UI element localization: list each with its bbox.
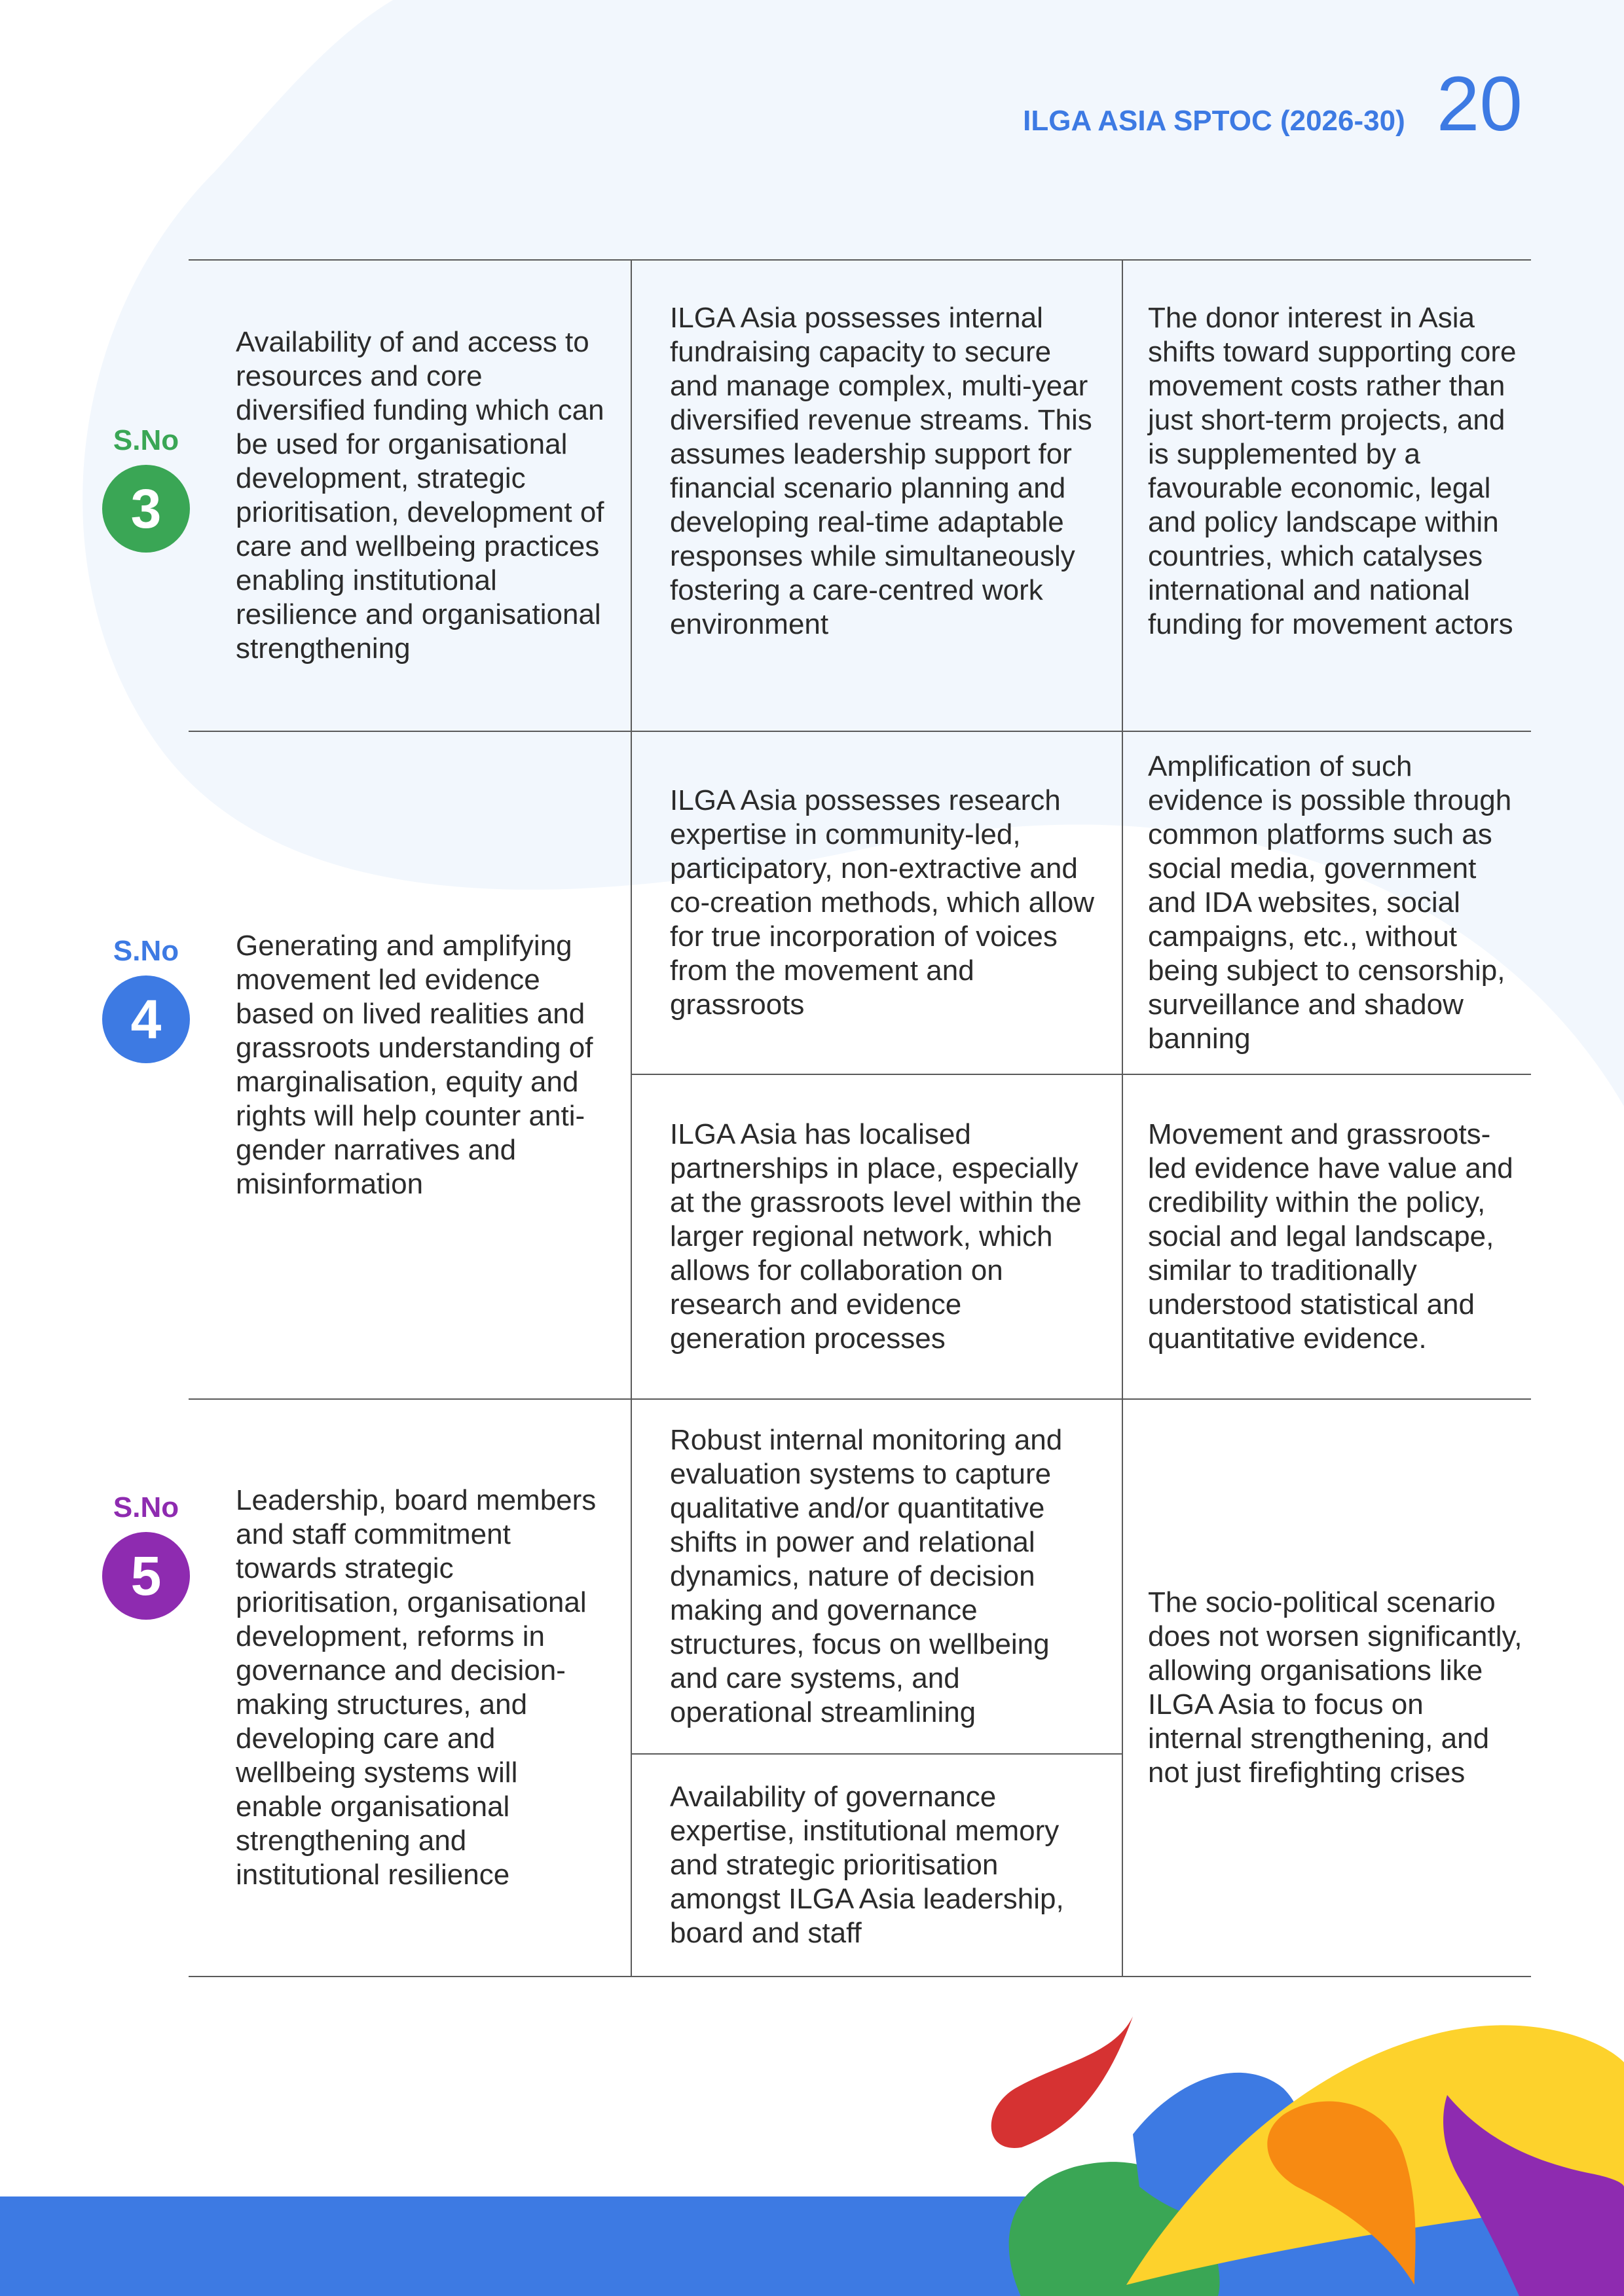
sno-number-badge: 3 xyxy=(102,465,190,553)
table-row-3 xyxy=(113,259,1531,731)
sno-number-badge: 5 xyxy=(102,1532,190,1620)
internal-condition-cell: Availability of governance expertise, institutional memory and strategic prioritisation amongst ILGA Asia leadership, board and staff xyxy=(632,1753,1122,1976)
sno-label: S.No xyxy=(113,424,179,456)
red-drop-shape xyxy=(991,2016,1133,2148)
external-condition-column xyxy=(1122,1400,1531,1976)
assumption-cell: Availability of and access to resources and core diversified funding which can be used for organisational development, strategic prioritisation, development of care and wellbeing practices enabling institutional resilience and organisational strengthening xyxy=(236,326,604,665)
external-condition-cell: Movement and grassroots-led evidence have value and credibility within the policy, social and legal landscape, similar to traditionally understood statistical and quantitative evidence. xyxy=(1123,1074,1531,1398)
footer-decoration xyxy=(0,2016,1624,2296)
external-condition-column xyxy=(1122,261,1531,731)
external-condition-cell: Amplification of such evidence is possible through common platforms such as social media, government and IDA websites, social campaigns, etc., without being subject to censorship, surveillance and shadow banning xyxy=(1148,750,1512,1055)
page-number: 20 xyxy=(1436,61,1522,147)
internal-condition-column xyxy=(631,1400,1122,1976)
internal-condition-cell: ILGA Asia possesses research expertise in community-led, participatory, non-extractive and co-creation methods, which allow for true incorporation of voices from the movement and grassroots xyxy=(670,784,1095,1021)
page-header xyxy=(1023,61,1522,147)
internal-condition-cell: ILGA Asia possesses internal fundraising capacity to secure and manage complex, multi-year diversified revenue streams. This assumes leadership support for financial scenario planning and developing real-time adaptable responses while simultaneously fostering a care-centred work environment xyxy=(670,302,1092,640)
assumption-cell: Generating and amplifying movement led evidence based on lived realities and grassroots understanding of marginalisation, equity and rights will help counter anti-gender narratives and misinformation xyxy=(236,930,593,1200)
document-title: ILGA ASIA SPTOC (2026-30) xyxy=(1023,105,1405,137)
external-condition-column xyxy=(1122,732,1531,1398)
sno-marker-4 xyxy=(97,935,195,1063)
sno-label: S.No xyxy=(113,1491,179,1523)
external-condition-cell: The socio-political scenario does not worsen significantly, allowing organisations like ILGA Asia to focus on internal strengthening, and not just firefighting crises xyxy=(1148,1586,1522,1789)
table-row-5 xyxy=(113,1398,1531,1977)
sno-marker-3 xyxy=(97,424,195,553)
internal-condition-cell: Robust internal monitoring and evaluation systems to capture qualitative and/or quantitative shifts in power and relational dynamics, nature of decision making and governance structures, focus on wellbeing and care systems, and operational streamlining xyxy=(670,1424,1063,1728)
sno-number-badge: 4 xyxy=(102,975,190,1063)
sno-label: S.No xyxy=(113,935,179,967)
assumptions-table xyxy=(113,259,1531,1977)
table-row-4 xyxy=(113,731,1531,1398)
internal-condition-column xyxy=(631,732,1122,1398)
sno-marker-5 xyxy=(97,1491,195,1620)
assumption-cell: Leadership, board members and staff commitment towards strategic prioritisation, organisational development, reforms in governance and decision-making structures, and developing care and wellbeing systems will enable organisational strengthening and institutional resilience xyxy=(236,1484,597,1891)
external-condition-cell: The donor interest in Asia shifts toward supporting core movement costs rather than just short-term projects, and is supplemented by a favourable economic, legal and policy landscape within countries, which catalyses international and national funding for movement actors xyxy=(1148,302,1517,640)
internal-condition-column xyxy=(631,261,1122,731)
internal-condition-cell: ILGA Asia has localised partnerships in place, especially at the grassroots level within the larger regional network, which allows for collaboration on research and evidence generation processes xyxy=(632,1074,1122,1398)
